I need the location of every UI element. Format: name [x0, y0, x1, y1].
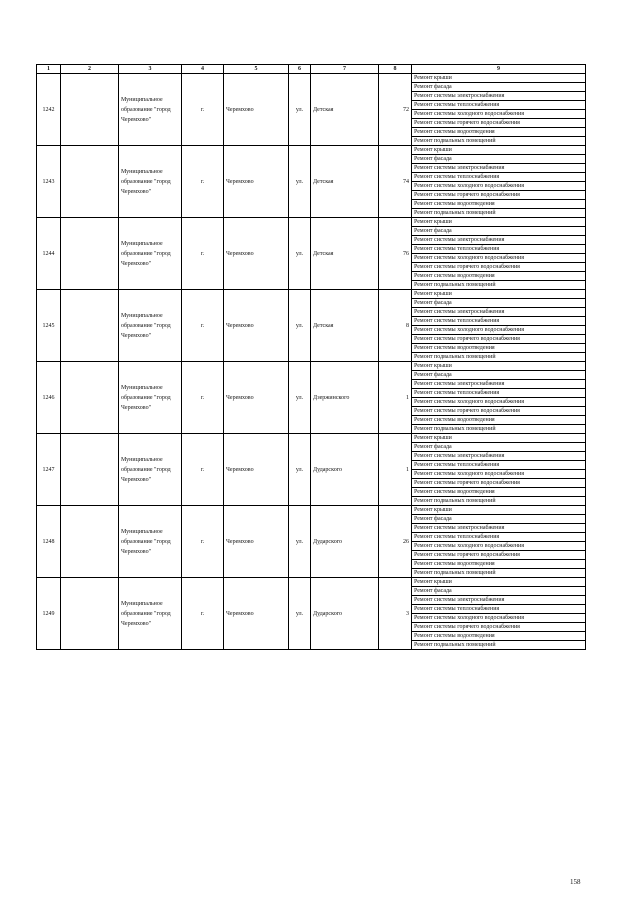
column-header: 6: [289, 65, 311, 74]
city-cell: Черемхово: [224, 578, 289, 650]
record-number: 1246: [37, 362, 61, 434]
record-number: 1247: [37, 434, 61, 506]
street-type-cell: ул.: [289, 146, 311, 218]
street-type-cell: ул.: [289, 290, 311, 362]
work-item: Ремонт фасада: [412, 371, 586, 380]
street-cell: Дударского: [311, 434, 379, 506]
record-number: 1248: [37, 506, 61, 578]
column-header: 8: [379, 65, 412, 74]
city-cell: Черемхово: [224, 290, 289, 362]
work-item: Ремонт системы холодного водоснабжения: [412, 398, 586, 407]
house-number-cell: 3: [379, 578, 412, 650]
work-item: Ремонт фасада: [412, 443, 586, 452]
street-cell: Детская: [311, 218, 379, 290]
street-cell: Детская: [311, 290, 379, 362]
record-number: 1242: [37, 74, 61, 146]
work-item: Ремонт системы водоотведения: [412, 632, 586, 641]
work-item: Ремонт системы водоотведения: [412, 128, 586, 137]
work-item: Ремонт крыши: [412, 74, 586, 83]
table-body: [37, 65, 586, 650]
table-row: [37, 290, 586, 299]
work-item: Ремонт системы теплоснабжения: [412, 389, 586, 398]
empty-cell: [61, 74, 119, 146]
municipality-cell: Муниципальное образование "город Черемхово": [119, 506, 182, 578]
house-number-cell: 74: [379, 146, 412, 218]
work-item: Ремонт системы электроснабжения: [412, 380, 586, 389]
work-item: Ремонт крыши: [412, 362, 586, 371]
municipality-cell: Муниципальное образование "город Черемхово": [119, 290, 182, 362]
header-row: [37, 65, 586, 74]
municipality-cell: Муниципальное образование "город Черемхово": [119, 74, 182, 146]
work-item: Ремонт системы электроснабжения: [412, 92, 586, 101]
city-cell: Черемхово: [224, 506, 289, 578]
municipality-cell: Муниципальное образование "город Черемхово": [119, 362, 182, 434]
street-cell: Дударского: [311, 578, 379, 650]
work-item: Ремонт системы водоотведения: [412, 344, 586, 353]
work-item: Ремонт системы горячего водоснабжения: [412, 119, 586, 128]
empty-cell: [61, 578, 119, 650]
work-item: Ремонт подвальных помещений: [412, 137, 586, 146]
table-row: [37, 434, 586, 443]
work-item: Ремонт системы теплоснабжения: [412, 533, 586, 542]
house-number-cell: 26: [379, 506, 412, 578]
empty-cell: [61, 218, 119, 290]
work-item: Ремонт системы холодного водоснабжения: [412, 254, 586, 263]
municipality-cell: Муниципальное образование "город Черемхово": [119, 434, 182, 506]
column-header: 5: [224, 65, 289, 74]
house-number-cell: 1: [379, 362, 412, 434]
city-cell: Черемхово: [224, 146, 289, 218]
house-number-cell: 76: [379, 218, 412, 290]
work-item: Ремонт системы горячего водоснабжения: [412, 623, 586, 632]
work-item: Ремонт фасада: [412, 83, 586, 92]
work-item: Ремонт фасада: [412, 155, 586, 164]
empty-cell: [61, 146, 119, 218]
work-item: Ремонт системы теплоснабжения: [412, 605, 586, 614]
street-cell: Дударского: [311, 506, 379, 578]
work-item: Ремонт системы горячего водоснабжения: [412, 263, 586, 272]
work-item: Ремонт крыши: [412, 146, 586, 155]
work-item: Ремонт системы горячего водоснабжения: [412, 479, 586, 488]
work-item: Ремонт системы водоотведения: [412, 272, 586, 281]
house-number-cell: 8: [379, 290, 412, 362]
house-number-cell: 72: [379, 74, 412, 146]
works-table: [36, 64, 586, 650]
work-item: Ремонт крыши: [412, 578, 586, 587]
column-header: 9: [412, 65, 586, 74]
table-row: [37, 506, 586, 515]
work-item: Ремонт системы электроснабжения: [412, 596, 586, 605]
settlement-type-cell: г.: [182, 506, 224, 578]
street-type-cell: ул.: [289, 434, 311, 506]
work-item: Ремонт подвальных помещений: [412, 497, 586, 506]
work-item: Ремонт системы водоотведения: [412, 200, 586, 209]
house-number-cell: 1: [379, 434, 412, 506]
work-item: Ремонт системы холодного водоснабжения: [412, 182, 586, 191]
city-cell: Черемхово: [224, 434, 289, 506]
work-item: Ремонт системы электроснабжения: [412, 164, 586, 173]
work-item: Ремонт подвальных помещений: [412, 353, 586, 362]
work-item: Ремонт системы теплоснабжения: [412, 461, 586, 470]
work-item: Ремонт крыши: [412, 434, 586, 443]
table-row: [37, 362, 586, 371]
record-number: 1243: [37, 146, 61, 218]
column-header: 3: [119, 65, 182, 74]
work-item: Ремонт системы горячего водоснабжения: [412, 551, 586, 560]
work-item: Ремонт системы горячего водоснабжения: [412, 335, 586, 344]
work-item: Ремонт подвальных помещений: [412, 569, 586, 578]
table-row: [37, 578, 586, 587]
work-item: Ремонт подвальных помещений: [412, 281, 586, 290]
work-item: Ремонт системы холодного водоснабжения: [412, 614, 586, 623]
municipality-cell: Муниципальное образование "город Черемхово": [119, 146, 182, 218]
city-cell: Черемхово: [224, 362, 289, 434]
settlement-type-cell: г.: [182, 146, 224, 218]
column-header: 4: [182, 65, 224, 74]
column-header: 1: [37, 65, 61, 74]
record-number: 1244: [37, 218, 61, 290]
work-item: Ремонт крыши: [412, 218, 586, 227]
street-cell: Детская: [311, 74, 379, 146]
work-item: Ремонт системы теплоснабжения: [412, 173, 586, 182]
street-type-cell: ул.: [289, 74, 311, 146]
work-item: Ремонт фасада: [412, 299, 586, 308]
work-item: Ремонт системы теплоснабжения: [412, 101, 586, 110]
work-item: Ремонт подвальных помещений: [412, 425, 586, 434]
work-item: Ремонт фасада: [412, 227, 586, 236]
work-item: Ремонт системы холодного водоснабжения: [412, 470, 586, 479]
street-type-cell: ул.: [289, 578, 311, 650]
work-item: Ремонт крыши: [412, 506, 586, 515]
work-item: Ремонт фасада: [412, 515, 586, 524]
empty-cell: [61, 362, 119, 434]
work-item: Ремонт системы теплоснабжения: [412, 245, 586, 254]
record-number: 1249: [37, 578, 61, 650]
street-cell: Дзержинского: [311, 362, 379, 434]
column-header: 7: [311, 65, 379, 74]
work-item: Ремонт системы холодного водоснабжения: [412, 326, 586, 335]
city-cell: Черемхово: [224, 218, 289, 290]
table-row: [37, 74, 586, 83]
work-item: Ремонт подвальных помещений: [412, 209, 586, 218]
work-item: Ремонт системы горячего водоснабжения: [412, 191, 586, 200]
work-item: Ремонт системы горячего водоснабжения: [412, 407, 586, 416]
work-item: Ремонт системы холодного водоснабжения: [412, 542, 586, 551]
work-item: Ремонт системы водоотведения: [412, 416, 586, 425]
municipality-cell: Муниципальное образование "город Черемхово": [119, 578, 182, 650]
table-row: [37, 146, 586, 155]
work-item: Ремонт подвальных помещений: [412, 641, 586, 650]
work-item: Ремонт системы водоотведения: [412, 560, 586, 569]
settlement-type-cell: г.: [182, 362, 224, 434]
work-item: Ремонт крыши: [412, 290, 586, 299]
table-row: [37, 218, 586, 227]
settlement-type-cell: г.: [182, 290, 224, 362]
empty-cell: [61, 506, 119, 578]
work-item: Ремонт системы электроснабжения: [412, 524, 586, 533]
settlement-type-cell: г.: [182, 218, 224, 290]
work-item: Ремонт системы водоотведения: [412, 488, 586, 497]
municipality-cell: Муниципальное образование "город Черемхово": [119, 218, 182, 290]
street-type-cell: ул.: [289, 218, 311, 290]
settlement-type-cell: г.: [182, 74, 224, 146]
record-number: 1245: [37, 290, 61, 362]
column-header: 2: [61, 65, 119, 74]
settlement-type-cell: г.: [182, 434, 224, 506]
work-item: Ремонт фасада: [412, 587, 586, 596]
empty-cell: [61, 434, 119, 506]
street-cell: Детская: [311, 146, 379, 218]
work-item: Ремонт системы холодного водоснабжения: [412, 110, 586, 119]
settlement-type-cell: г.: [182, 578, 224, 650]
empty-cell: [61, 290, 119, 362]
page-number: 158: [570, 878, 581, 886]
work-item: Ремонт системы электроснабжения: [412, 452, 586, 461]
city-cell: Черемхово: [224, 74, 289, 146]
work-item: Ремонт системы электроснабжения: [412, 236, 586, 245]
street-type-cell: ул.: [289, 506, 311, 578]
street-type-cell: ул.: [289, 362, 311, 434]
work-item: Ремонт системы теплоснабжения: [412, 317, 586, 326]
work-item: Ремонт системы электроснабжения: [412, 308, 586, 317]
